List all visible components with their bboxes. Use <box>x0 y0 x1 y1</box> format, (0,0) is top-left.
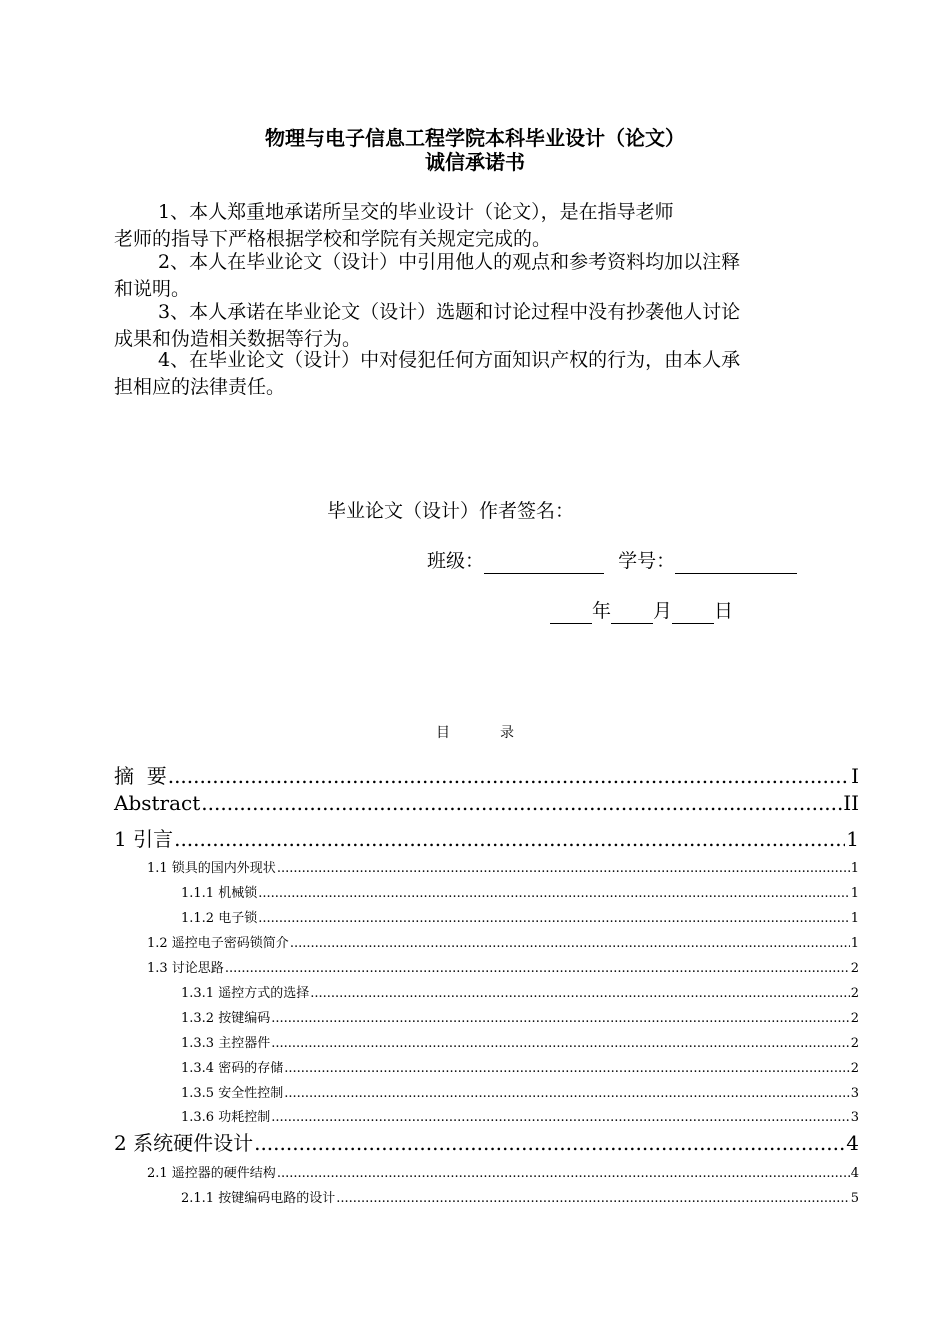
page-title: 物理与电子信息工程学院本科毕业设计（论文） <box>265 126 685 150</box>
toc-entry[interactable]: 1.1 锁具的国内外现状 ..... 1 <box>147 857 859 876</box>
toc-entry[interactable]: 1.3.2 按键编码 ..... 2 <box>181 1007 859 1026</box>
pledge-2: 2、本人在毕业论文（设计）中引用他人的观点和参考资料均加以注释 和说明。 <box>114 251 741 300</box>
day-label: 日 <box>714 600 734 622</box>
author-signature-label: 毕业论文（设计）作者签名： <box>327 500 575 522</box>
year-blank[interactable] <box>550 603 592 624</box>
pledge-1: 1、本人郑重地承诺所呈交的毕业设计（论文），是在指导老师 老师的指导下严格根据学校和学院有关规定完成的。 <box>114 201 674 250</box>
toc-entry[interactable]: 1.1.2 电子锁 ..... 1 <box>181 907 859 926</box>
toc-entry[interactable]: 1.1.1 机械锁 ..... 1 <box>181 882 859 901</box>
day-blank[interactable] <box>672 603 714 624</box>
toc-entry[interactable]: 1.2 遥控电子密码锁简介 ..... 1 <box>147 932 859 951</box>
toc-entry[interactable]: 2.1 遥控器的硬件结构 ..... 4 <box>147 1162 859 1181</box>
toc-entry[interactable]: 1.3.6 功耗控制 ..... 3 <box>181 1106 859 1125</box>
pledge-4: 4、在毕业论文（设计）中对侵犯任何方面知识产权的行为，由本人承 担相应的法律责任。 <box>114 349 741 398</box>
toc-title: 目录 <box>436 725 564 741</box>
student-id-blank[interactable] <box>675 553 797 574</box>
class-blank[interactable] <box>484 553 604 574</box>
year-label: 年 <box>592 600 612 622</box>
toc-entry[interactable]: 1.3.3 主控器件 ..... 2 <box>181 1032 859 1051</box>
toc-entry[interactable]: 1.3 讨论思路 ..... 2 <box>147 957 859 976</box>
toc-entry[interactable]: 2.1.1 按键编码电路的设计 ..... 5 <box>181 1187 859 1206</box>
page-subtitle: 诚信承诺书 <box>425 150 525 174</box>
toc-entry[interactable]: Abstract ..... II <box>114 791 859 815</box>
date-line <box>550 598 733 624</box>
toc-entry[interactable]: 1.3.4 密码的存储 ..... 2 <box>181 1057 859 1076</box>
toc-entry[interactable]: 1.3.5 安全性控制 ..... 3 <box>181 1082 859 1101</box>
class-label: 班级： <box>427 550 485 572</box>
month-blank[interactable] <box>611 603 653 624</box>
pledge-3: 3、本人承诺在毕业论文（设计）选题和讨论过程中没有抄袭他人讨论 成果和伪造相关数据等行为。 <box>114 301 741 350</box>
class-and-id-line <box>427 548 797 574</box>
toc-entry[interactable]: 摘 要 ..... I <box>114 760 859 789</box>
toc-entry[interactable]: 1 引言 ..... 1 <box>114 823 859 852</box>
student-id-label: 学号： <box>618 550 676 572</box>
toc-entry[interactable]: 2 系统硬件设计 ..... 4 <box>114 1127 859 1156</box>
month-label: 月 <box>653 600 673 622</box>
toc-entry[interactable]: 1.3.1 遥控方式的选择 ..... 2 <box>181 982 859 1001</box>
